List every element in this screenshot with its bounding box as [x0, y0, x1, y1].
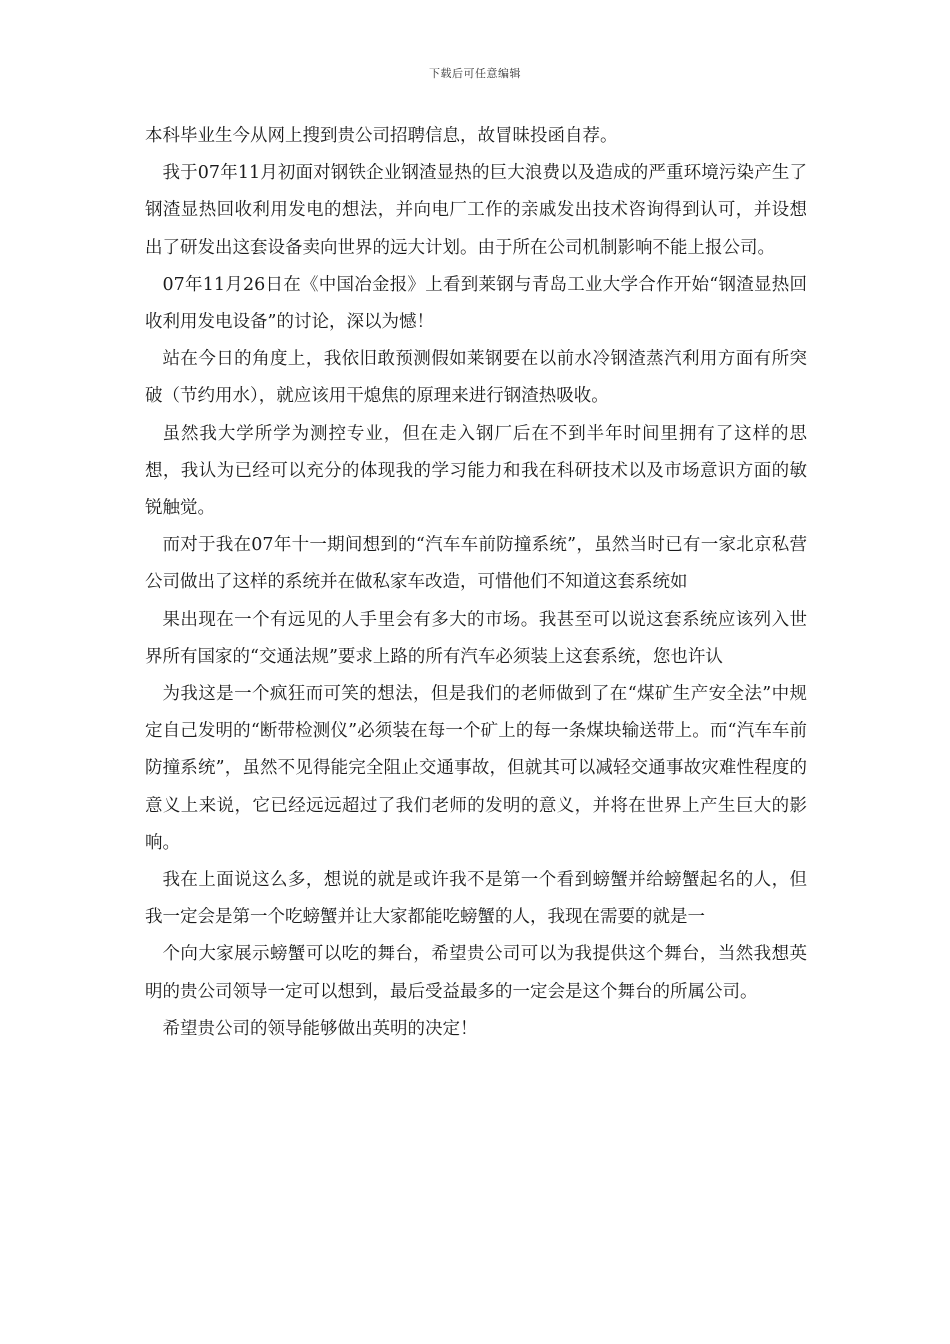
paragraph-ability: 虽然我大学所学为测控专业，但在走入钢厂后在不到半年时间里拥有了这样的思想，我认为已经可以充分的体现我的学习能力和我在科研技术以及市场意识方面的敏锐触觉。 — [145, 423, 807, 519]
paragraph-prediction: 站在今日的角度上，我依旧敢预测假如莱钢要在以前水冷钢渣蒸汽利用方面有所突破（节约用水），就应该用干熄焦的原理来进行钢渣热吸收。 — [145, 349, 807, 407]
page-header: 下载后可任意编辑 — [429, 67, 521, 80]
paragraph-closing: 希望贵公司的领导能够做出英明的决定！ — [162, 1018, 478, 1039]
paragraph-market: 果出现在一个有远见的人手里会有多大的市场。我甚至可以说这套系统应该列入世界所有国家的“交通法规”要求上路的所有汽车必须装上这套系统，您也许认 — [145, 609, 807, 667]
paragraph-idea-steel-slag: 我于07年11月初面对钢铁企业钢渣显热的巨大浪费以及造成的严重环境污染产生了钢渣显热回收利用发电的想法，并向电厂工作的亲戚发出技术咨询得到认可，并设想出了研发出这套设备卖向世界的远大计划。由于所在公司机制影响不能上报公司。 — [145, 163, 807, 258]
paragraph-teacher-example: 为我这是一个疯狂而可笑的想法，但是我们的老师做到了在“煤矿生产安全法”中规定自己发明的“断带检测仪”必须装在每一个矿上的每一条煤块输送带上。而“汽车车前防撞系统”，虽然不见得能完全阻止交通事故，但就其可以减轻交通事故灾难性程度的意义上来说，它已经远远超过了我们老师的发明的意义，并将在世界上产生巨大的影响。 — [145, 684, 807, 853]
letter-body — [145, 118, 807, 1048]
paragraph-crab-metaphor: 我在上面说这么多，想说的就是或许我不是第一个看到螃蟹并给螃蟹起名的人，但我一定会是第一个吃螃蟹并让大家都能吃螃蟹的人，我现在需要的就是一 — [145, 870, 807, 928]
paragraph-intro: 本科毕业生今从网上搜到贵公司招聘信息，故冒昧投函自荐。 — [145, 126, 618, 146]
paragraph-newspaper: 07年11月26日在《中国冶金报》上看到莱钢与青岛工业大学合作开始“钢渣显热回收利用发电设备”的讨论，深以为憾！ — [145, 274, 807, 333]
paragraph-collision-system: 而对于我在07年十一期间想到的“汽车车前防撞系统”，虽然当时已有一家北京私营公司做出了这样的系统并在做私家车改造，可惜他们不知道这套系统如 — [145, 535, 807, 593]
paragraph-stage: 个向大家展示螃蟹可以吃的舞台，希望贵公司可以为我提供这个舞台，当然我想英明的贵公司领导一定可以想到，最后受益最多的一定会是这个舞台的所属公司。 — [145, 944, 807, 1002]
